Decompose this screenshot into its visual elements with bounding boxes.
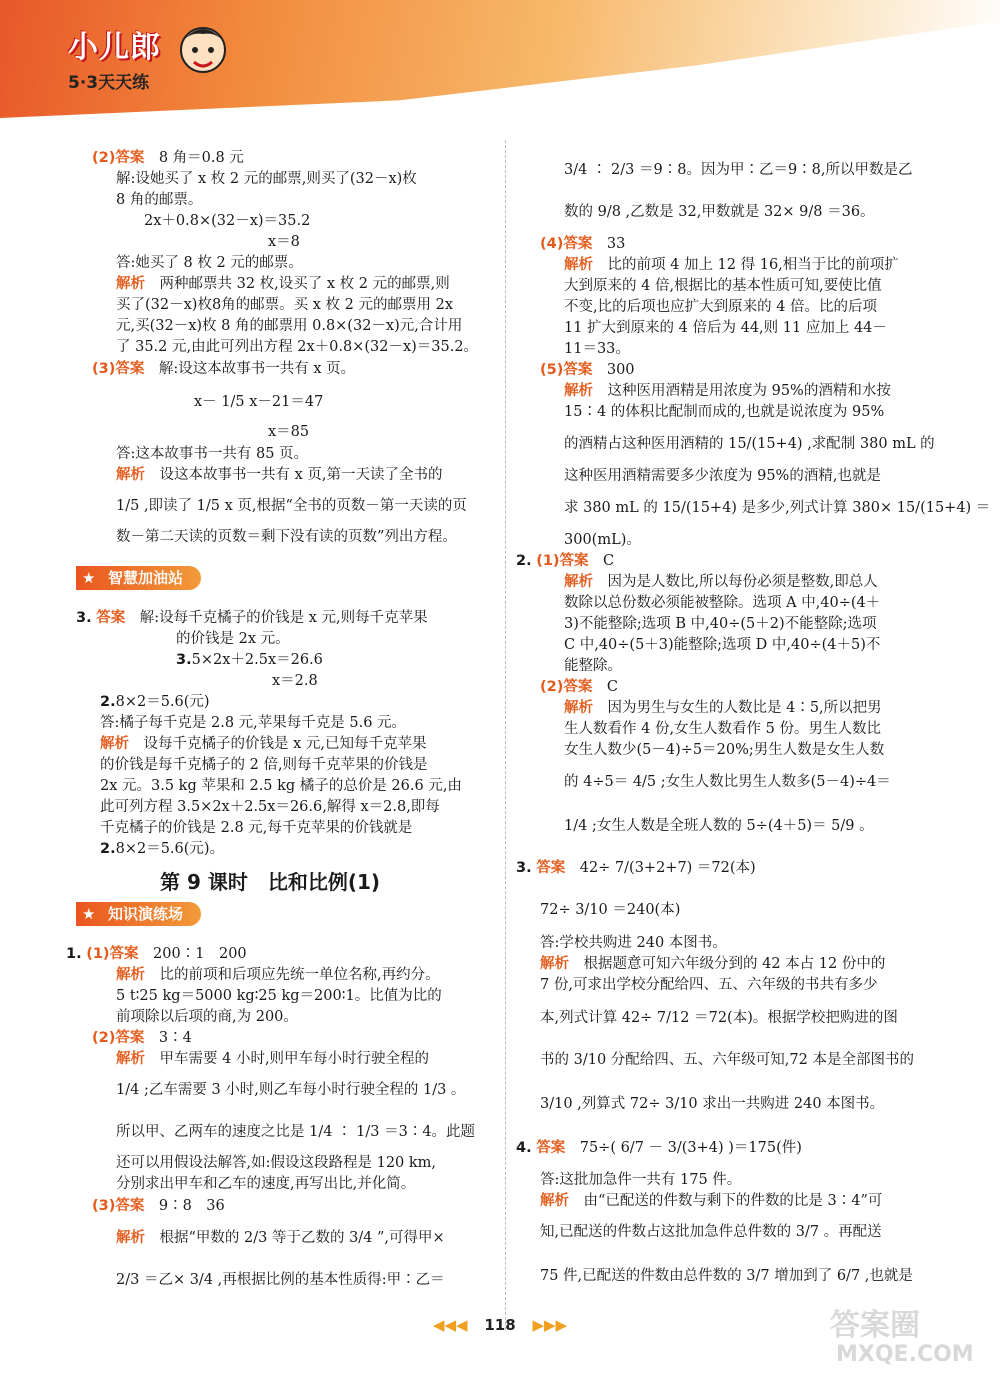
text-line: 1/4 ;乙车需要 3 小时,则乙车每小时行驶全程的 1/3 。 <box>116 1082 466 1098</box>
text-line: 能整除。 <box>564 658 622 674</box>
star-icon: ★ <box>82 569 96 587</box>
mascot-icon <box>176 20 230 82</box>
text-line: (2)答案 8 角＝0.8 元 <box>92 150 244 166</box>
text-line: 这种医用酒精需要多少浓度为 95%的酒精,也就是 <box>564 468 881 484</box>
text-line: 3. 答案 42÷ 7/(3+2+7) ＝72(本) <box>516 860 756 876</box>
text-line: 3. 答案 解:设每千克橘子的价钱是 x 元,则每千克苹果 <box>76 610 428 626</box>
text-line: 1. (1)答案 200∶1 200 <box>66 946 247 962</box>
text-line: 数的 9/8 ,乙数是 32,甲数就是 32× 9/8 ＝36。 <box>564 204 875 220</box>
text-line: 解析 设这本故事书一共有 x 页,第一天读了全书的 <box>116 467 443 483</box>
text-line: 1/5 ,即读了 1/5 x 页,根据“全书的页数－第一天读的页 <box>116 498 467 514</box>
text-line: 的酒精占这种医用酒精的 15/(15+4) ,求配制 380 mL 的 <box>564 436 935 452</box>
text-line: 1/4 ;女生人数是全班人数的 5÷(4＋5)＝ 5/9 。 <box>564 818 874 834</box>
text-line: 数－第二天读的页数＝剩下没有读的页数”列出方程。 <box>116 529 457 545</box>
text-line: 不变,比的后项也应扩大到原来的 4 倍。比的后项 <box>564 299 878 315</box>
text-line: 数除以总份数必须能被整除。选项 A 中,40÷(4＋ <box>564 595 881 611</box>
text-line: 此可列方程 3.5×2x＋2.5x＝26.6,解得 x＝2.8,即每 <box>100 799 440 815</box>
right-arrows-icon: ▶▶▶ <box>532 1316 568 1334</box>
page-number: 118 <box>484 1316 516 1334</box>
text-line: 答:这批加急件一共有 175 件。 <box>540 1172 742 1188</box>
text-line: 还可以用假设法解答,如:假设这段路程是 120 km, <box>116 1155 437 1171</box>
text-line: (3)答案 解:设这本故事书一共有 x 页。 <box>92 361 356 377</box>
section-banner-wisdom <box>76 566 201 590</box>
text-line: 3)不能整除;选项 B 中,40÷(5＋2)不能整除;选项 <box>564 616 877 632</box>
text-line: 300(mL)。 <box>564 532 641 548</box>
text-line: 本,列式计算 42÷ 7/12 ＝72(本)。根据学校把购进的图 <box>540 1010 898 1026</box>
text-line: 解析 根据“甲数的 2/3 等于乙数的 3/4 ”,可得甲× <box>116 1230 445 1246</box>
text-line: 解析 设每千克橘子的价钱是 x 元,已知每千克苹果 <box>100 736 427 752</box>
text-line: 解析 根据题意可知六年级分到的 42 本占 12 份中的 <box>540 956 886 972</box>
logo <box>68 22 161 93</box>
text-line: 3/4 ∶ 2/3 ＝9∶8。因为甲∶乙＝9∶8,所以甲数是乙 <box>564 162 913 178</box>
text-line: 解析 比的前项和后项应先统一单位名称,再约分。 <box>116 967 440 983</box>
banner-label: 知识演练场 <box>108 905 184 923</box>
text-line: (2)答案 C <box>540 679 618 695</box>
watermark-url: MXQE.COM <box>836 1342 974 1367</box>
text-line: 75 件,已配送的件数由总件数的 3/7 增加到了 6/7 ,也就是 <box>540 1268 913 1284</box>
text-line: 解析 因为是人数比,所以每份必须是整数,即总人 <box>564 574 878 590</box>
lesson-title: 第 9 课时 比和比例(1) <box>160 870 381 894</box>
text-line: 解析 由“已配送的件数与剩下的件数的比是 3∶4”可 <box>540 1193 883 1209</box>
text-line: 知,已配送的件数占这批加急件总件数的 3/7 。再配送 <box>540 1224 882 1240</box>
text-line: 求 380 mL 的 15/(15+4) 是多少,列式计算 380× 15/(15+4) ＝ <box>564 500 991 516</box>
text-line: 2x 元。3.5 kg 苹果和 2.5 kg 橘子的总价是 26.6 元,由 <box>100 778 462 794</box>
text-line: 元,买(32－x)枚 8 角的邮票用 0.8×(32－x)元,合计用 <box>116 318 463 334</box>
text-line: 解析 两种邮票共 32 枚,设买了 x 枚 2 元的邮票,则 <box>116 276 450 292</box>
text-line: 解析 因为男生与女生的人数比是 4∶5,所以把男 <box>564 700 882 716</box>
text-line: 7 份,可求出学校分配给四、五、六年级的书共有多少 <box>540 977 878 993</box>
equation: 2.8×2＝5.6(元) <box>100 694 210 710</box>
text-line: (3)答案 9∶8 36 <box>92 1198 225 1214</box>
text-line: 解析 甲车需要 4 小时,则甲车每小时行驶全程的 <box>116 1051 430 1067</box>
equation: 2x＋0.8×(32－x)＝35.2 <box>144 213 311 229</box>
left-arrows-icon: ◀◀◀ <box>432 1316 468 1334</box>
text-line: 的价钱是每千克橘子的 2 倍,则每千克苹果的价钱是 <box>100 757 428 773</box>
text-line: 前项除以后项的商,为 200。 <box>116 1009 298 1025</box>
text-line: 生人数看作 4 份,女生人数看作 5 份。男生人数比 <box>564 721 881 737</box>
text-line: 答:这本故事书一共有 85 页。 <box>116 446 309 462</box>
equation: x－ 1/5 x－21＝47 <box>194 394 324 410</box>
text-line: 所以甲、乙两车的速度之比是 1/4 ∶ 1/3 ＝3∶4。此题 <box>116 1124 476 1140</box>
equation: 3.5×2x＋2.5x＝26.6 <box>176 652 323 668</box>
text-line: 11＝33。 <box>564 341 630 357</box>
equation: 72÷ 3/10 ＝240(本) <box>540 902 681 918</box>
text-line: 11 扩大到原来的 4 倍后为 44,则 11 应加上 44－ <box>564 320 887 336</box>
text-line: 8 角的邮票。 <box>116 192 203 208</box>
text-line: 的价钱是 2x 元。 <box>176 631 290 647</box>
text-line: 4. 答案 75÷( 6/7 － 3/(3+4) )＝175(件) <box>516 1140 802 1156</box>
text-line: 女生人数少(5－4)÷5＝20%;男生人数是女生人数 <box>564 742 885 758</box>
text-line: 分别求出甲车和乙车的速度,再写出比,并化简。 <box>116 1176 416 1192</box>
equation: x＝85 <box>268 424 310 440</box>
text-line: 解:设她买了 x 枚 2 元的邮票,则买了(32－x)枚 <box>116 171 417 187</box>
section-banner-knowledge <box>76 902 201 926</box>
text-line: 解析 这种医用酒精是用浓度为 95%的酒精和水按 <box>564 383 891 399</box>
text-line: 5 t∶25 kg＝5000 kg∶25 kg＝200∶1。比值为比的 <box>116 988 442 1004</box>
text-line: (4)答案 33 <box>540 236 626 252</box>
text-line: C 中,40÷(5＋3)能整除;选项 D 中,40÷(4＋5)不 <box>564 637 881 653</box>
text-line: 了 35.2 元,由此可列出方程 2x＋0.8×(32－x)＝35.2。 <box>116 339 479 355</box>
text-line: 答:橘子每千克是 2.8 元,苹果每千克是 5.6 元。 <box>100 715 407 731</box>
equation: x＝2.8 <box>272 673 318 689</box>
banner-label: 智慧加油站 <box>108 569 184 587</box>
text-line: 的 4÷5＝ 4/5 ;女生人数比男生人数多(5－4)÷4＝ <box>564 774 891 790</box>
text-line: 3/10 ,列算式 72÷ 3/10 求出一共购进 240 本图书。 <box>540 1096 885 1112</box>
text-line: 买了(32－x)枚8角的邮票。买 x 枚 2 元的邮票用 2x <box>116 297 454 313</box>
text-line: 15∶4 的体积比配制而成的,也就是说浓度为 95% <box>564 404 885 420</box>
text-line: 2.8×2＝5.6(元)。 <box>100 841 225 857</box>
text-line: 答:学校共购进 240 本图书。 <box>540 935 727 951</box>
text-line: 答:她买了 8 枚 2 元的邮票。 <box>116 255 303 271</box>
text-line: 解析 比的前项 4 加上 12 得 16,相当于比的前项扩 <box>564 257 899 273</box>
text-line: 2/3 ＝乙× 3/4 ,再根据比例的基本性质得:甲∶乙＝ <box>116 1272 445 1288</box>
logo-title: 小儿郎 <box>68 30 161 65</box>
text-line: (2)答案 3∶4 <box>92 1030 192 1046</box>
equation: x＝8 <box>268 234 300 250</box>
text-line: 千克橘子的价钱是 2.8 元,每千克苹果的价钱就是 <box>100 820 413 836</box>
column-divider <box>505 140 506 1330</box>
watermark: 答案圈 <box>830 1308 920 1343</box>
text-line: 2. (1)答案 C <box>516 553 615 569</box>
text-line: 大到原来的 4 倍,根据比的基本性质可知,要使比值 <box>564 278 882 294</box>
logo-subtitle: 5·3天天练 <box>68 73 150 93</box>
text-line: 书的 3/10 分配给四、五、六年级可知,72 本是全部图书的 <box>540 1052 914 1068</box>
text-line: (5)答案 300 <box>540 362 635 378</box>
star-icon: ★ <box>82 905 96 923</box>
